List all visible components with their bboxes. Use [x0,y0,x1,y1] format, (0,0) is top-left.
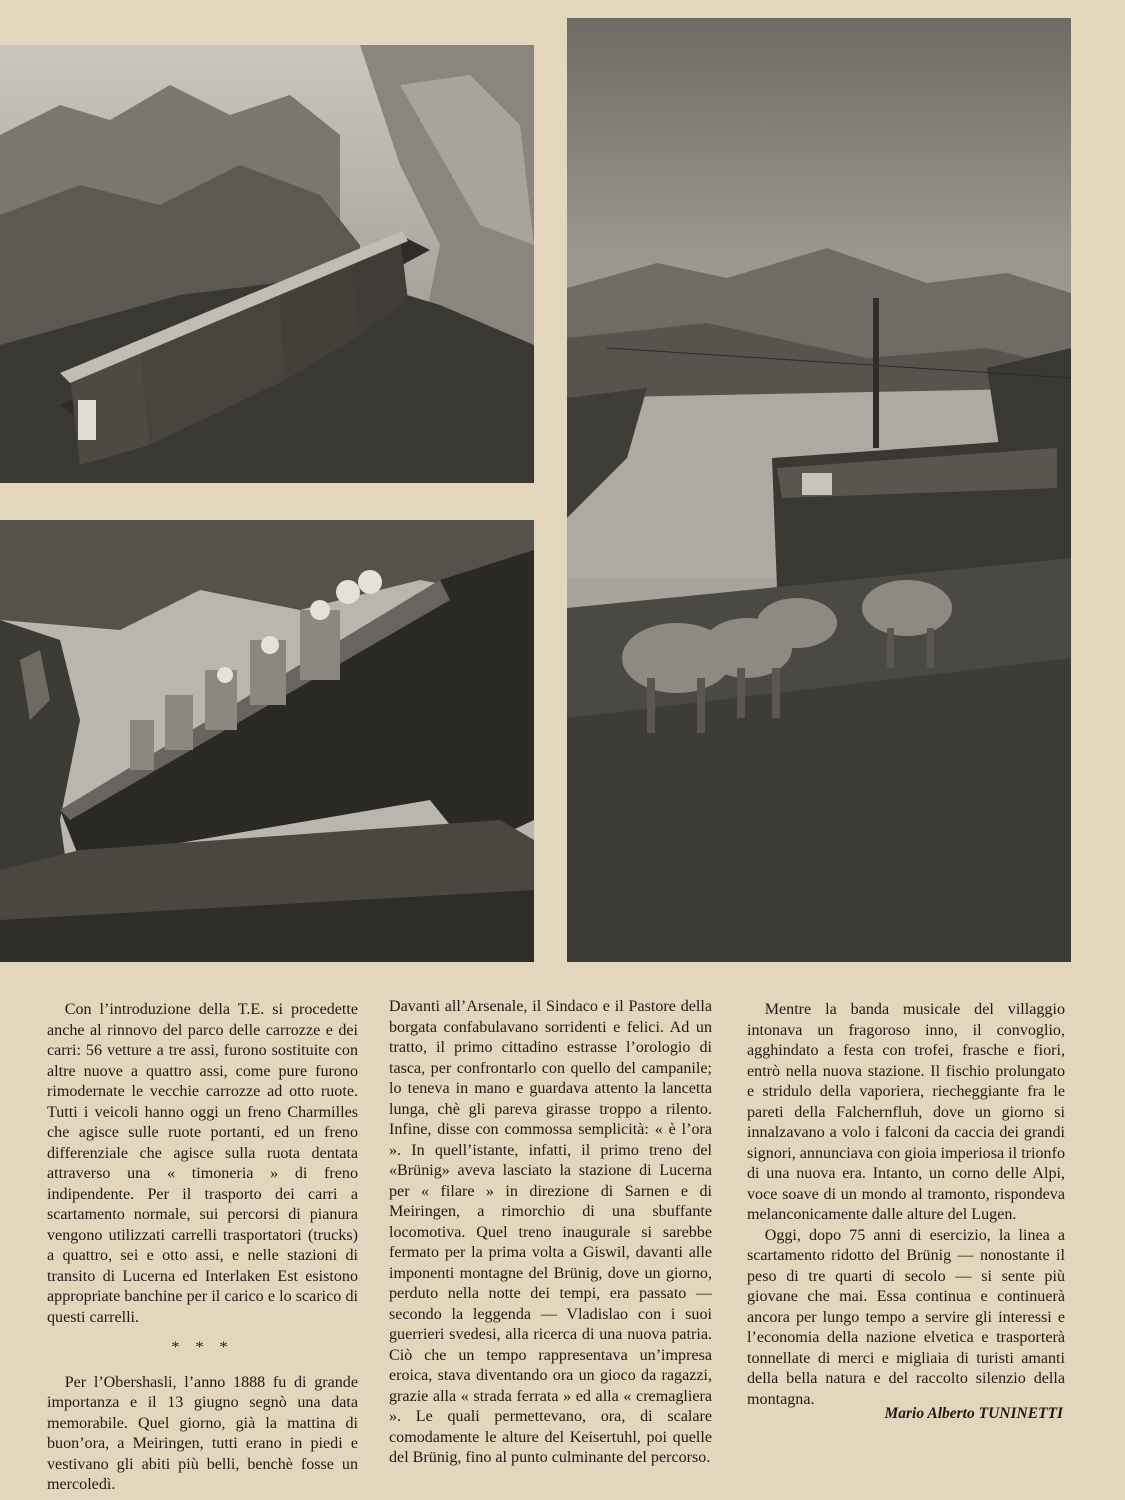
paragraph: Per l’Obershasli, l’anno 1888 fu di grande importanza e il 13 giugno segnò una data memorabile. Quel giorno, già la mattina di buon’ora, a Meiringen, tutti erano in piedi e vestivano gli abiti più belli, benchè fosse un mercoledì. [47,1373,358,1493]
paragraph: Davanti all’Arsenale, il Sindaco e il Pastore della borgata confabulavano sorridenti e felici. Ad un tratto, il primo cittadino estrasse l’orologio di tasca, per confrontarlo con quello del campanile; lo teneva in mano e guardava attento la lancetta lunga, chè gli pareva girasse troppo a rilento. Infine, disse con commossa semplicità: « è l’ora ». In quell’istante, infatti, il primo treno del «Brünig» aveva lasciato la stazione di Lucerna per « filare » in direzione di Sarnen e di Meiringen, a rimorchio di una sbuffante locomotiva. Quel treno inaugurale si sarebbe fermato per la prima volta a Giswil, davanti alle imponenti montagne del Brünig, dove un giorno, perduto nella notte dei tempi, era passato — secondo la leggenda — Vladislao con i suoi guerrieri svedesi, alla ricerca di una nuova patria. Ciò che un tempo rappresentava un’impresa eroica, stava diventando ora un gioco da ragazzi, grazie alla « strada ferrata » ed alla « cremagliera ». Le quali permettevano, ora, di scalare comodamente le alture del Keisertuhl, poi quelle del Brünig, fino al punto culminante del percorso. [389,998,712,1466]
photo-train-lake-cows [567,18,1071,962]
text-column-3 [747,1000,1065,1410]
section-separator: * * * [171,1339,234,1356]
photo-train-mountain-cliff [0,45,534,483]
photo-passengers-at-windows [0,520,534,962]
paragraph: Mentre la banda musicale del villaggio intonava un fragoroso inno, il convoglio, agghindato a festa con trofei, frasche e fiori, entrò nella nuova stazione. Il fischio prolungato e stridulo della vaporiera, riecheggiante fra le pareti della Falchernfluh, dove un giorno si innalzavano a volo i falconi da caccia dei grandi signori, annunciava con gioia imperiosa il trionfo di una nuova era. Intanto, un corno delle Alpi, voce soave di un mondo al tramonto, rispondeva melanconicamente dalle alture del Lugen. [747,1001,1065,1223]
text-column-1 [47,1000,358,1496]
text-column-2 [389,997,712,1469]
paragraph: Con l’introduzione della T.E. si procedette anche al rinnovo del parco delle carrozze e dei carri: 56 vetture a tre assi, furono sostituite con altre nuove a quattro assi, come pure furono rimodernate le vecchie carrozze ad otto ruote. Tutti i veicoli hanno oggi un freno Charmilles che agisce sulle ruote portanti, ed un freno differenziale che agisce sulla ruota dentata attraverso una « timoneria » di freno indipendente. Per il trasporto dei carri a scartamento normale, sui percorsi di pianura vengono utilizzati carrelli trasportatori (trucks) a quattro, sei e otto assi, e nelle stazioni di transito di Lucerna ed Interlaken Est esistono appropriate banchine per il carico e lo scarico di questi carrelli. [47,1001,358,1326]
paragraph: Oggi, dopo 75 anni di esercizio, la linea a scartamento ridotto del Brünig — nonostante il peso di tre quarti di secolo — si sente più giovane che mai. Essa continua e continuerà ancora per lungo tempo a servire gli interessi e l’economia della nazione elvetica e trasporterà tonnellate di merci e migliaia di turisti amanti della bella natura e del raccolto silenzio della montagna. [747,1226,1065,1408]
author-byline: Mario Alberto TUNINETTI [884,1405,1063,1422]
